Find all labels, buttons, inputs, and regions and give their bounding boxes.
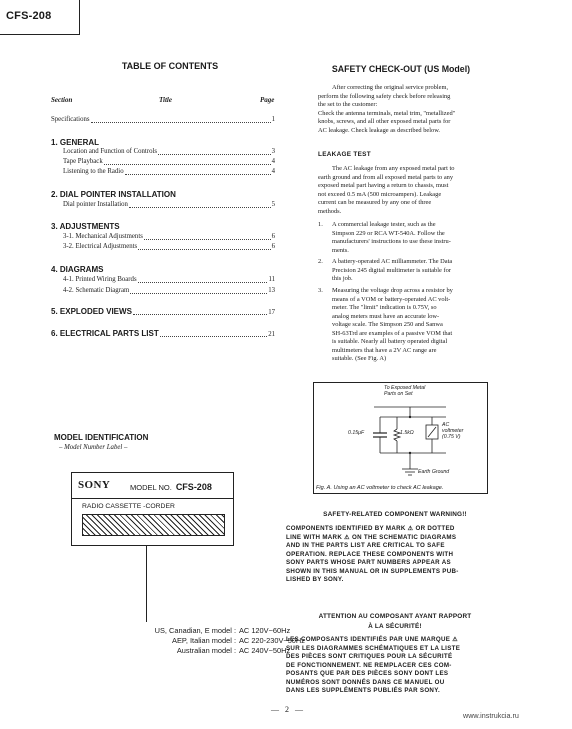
toc-col-section: Section [51, 96, 73, 104]
toc-entry[interactable]: 3-1. Mechanical Adjustments 6 [63, 233, 275, 240]
method-item: 3. Measuring the voltage drop across a resistor by means of a VOM or battery-operated AC volt- meter. The "limit" indication is 0.75V, so analog meters must have an accurate low- voltage scale. The Simpson 250 and Sanwa SH-63Trd are examples of a passive VOM that is suitable. Nearly all battery operated digital multimeters that have a 2V AC range are suitable. (See Fig. A) [318, 287, 453, 363]
toc-entry[interactable]: Location and Function of Controls 3 [63, 148, 275, 155]
method-item: 1. A commercial leakage tester, such as the Simpson 229 or RCA WT-540A. Follow the manufacturers' instructions to use these instru- ments. [318, 221, 451, 254]
toc-entry[interactable]: 4-1. Printed Wiring Boards 11 [63, 276, 275, 283]
model-number-label [71, 472, 234, 546]
serial-hatch-area [82, 514, 225, 536]
toc-entry[interactable]: 4-2. Schematic Diagram 13 [63, 287, 275, 294]
model-row-power: AC 240V~50Hz [239, 646, 291, 655]
cap-label: 0.15μF [348, 430, 365, 436]
safety-title: SAFETY CHECK-OUT (US Model) [331, 64, 471, 74]
header-rule-vertical [79, 0, 80, 35]
toc-col-page: Page [260, 96, 275, 104]
model-tag: CFS-208 [6, 10, 52, 22]
toc-entry[interactable]: Specifications 1 [51, 116, 275, 123]
model-row-power: AC 120V~60Hz [239, 626, 291, 635]
model-row-model: AEP, Italian model : [172, 636, 236, 645]
model-id-subtitle: – Model Number Label – [59, 444, 128, 451]
model-row-model: Australian model : [176, 646, 236, 655]
header-rule [0, 34, 80, 35]
leakage-test-heading: LEAKAGE TEST [318, 151, 371, 158]
page-number: — 2 — [271, 705, 305, 714]
warning-en-body: COMPONENTS IDENTIFIED BY MARK ⚠ OR DOTTED LINE WITH MARK ⚠ ON THE SCHEMATIC DIAGRAMS AND IN THE PARTS LIST ARE CRITICAL TO SAFE OPERATION. REPLACE THESE COMPONENTS WITH SONY PARTS WHOSE PART NUMBERS APPEAR AS SHOWN IN THIS MANUAL OR IN SUPPLEMENTS PUB- LISHED BY SONY. [286, 525, 459, 584]
leader-line [146, 546, 147, 622]
figure-caption: Fig. A. Using an AC voltmeter to check AC leakage. [316, 485, 444, 491]
to-metal-label: To Exposed Metal Parts on Set [384, 385, 426, 397]
junction-dot [409, 452, 411, 454]
warning-fr-heading-2: À LA SÉCURITÉ! [368, 623, 422, 630]
junction-dot [409, 416, 411, 418]
ground-label: Earth Ground [418, 469, 450, 475]
toc-section-heading: 1. GENERAL [51, 138, 100, 147]
toc-section-heading: 2. DIAL POINTER INSTALLATION [51, 190, 176, 199]
label-rule [72, 498, 233, 499]
figure-a-circuit [313, 382, 488, 494]
model-number: MODEL NO. CFS-208 [130, 482, 212, 492]
toc-entry[interactable]: 6. ELECTRICAL PARTS LIST 21 [51, 329, 275, 338]
sony-logo: SONY [78, 479, 111, 491]
watermark[interactable]: www.instrukcia.ru [463, 711, 519, 720]
model-id-title: MODEL IDENTIFICATION [54, 433, 149, 442]
safety-intro: After correcting the original service problem, perform the following safety check before releasing the set to the customer: Check the antenna terminals, metal trim, "metallized" knobs, screws, and all other exposed metal parts for AC leakage. Check leakage as described below. [318, 84, 456, 134]
warning-fr-heading: ATTENTION AU COMPOSANT AYANT RAPPORT [318, 613, 472, 620]
method-item: 2. A battery-operated AC milliammeter. The Data Precision 245 digital multimeter is suitable for this job. [318, 258, 453, 283]
model-row-power: AC 220-230V~50Hz [239, 636, 305, 645]
warning-fr-body: LES COMPOSANTS IDENTIFIÉS PAR UNE MARQUE ⚠ SUR LES DIAGRAMMES SCHÉMATIQUES ET LA LISTE DES PIÈCES SONT CRITIQUES POUR LA SÉCURITÉ DE FONCTIONNEMENT. NE REMPLACER CES COM- POSANTS QUE PAR DES PIÈCES SONY DONT LES NUMÉROS SONT DONNÉS DANS CE MANUEL OU DANS LES SUPPLÉMENTS PUBLIÉS PAR SONY. [286, 636, 461, 695]
product-name: RADIO CASSETTE -CORDER [82, 503, 175, 510]
warning-en-heading: SAFETY-RELATED COMPONENT WARNING!! [323, 511, 467, 518]
toc-title: TABLE OF CONTENTS [121, 61, 219, 71]
meter-label: AC voltmeter (0.75 V) [442, 422, 464, 440]
toc-entry[interactable]: Listening to the Radio 4 [63, 168, 275, 175]
toc-section-heading: 4. DIAGRAMS [51, 265, 104, 274]
toc-entry[interactable]: Tape Playback 4 [63, 158, 275, 165]
toc-entry[interactable]: 3-2. Electrical Adjustments 6 [63, 243, 275, 250]
toc-entry[interactable]: 5. EXPLODED VIEWS 17 [51, 307, 275, 316]
toc-entry[interactable]: Dial pointer Installation 5 [63, 201, 275, 208]
toc-col-title: Title [159, 96, 172, 104]
leakage-test-body: The AC leakage from any exposed metal part to earth ground and from all exposed metal parts to any exposed metal part having a return to chassis, must not exceed 0.5 mA (500 microampers). Leakage current can be measured by any one of three methods. [318, 165, 455, 215]
res-label: 1.5kΩ [400, 430, 414, 436]
toc-section-heading: 3. ADJUSTMENTS [51, 222, 120, 231]
model-row-model: US, Canadian, E model : [154, 626, 236, 635]
